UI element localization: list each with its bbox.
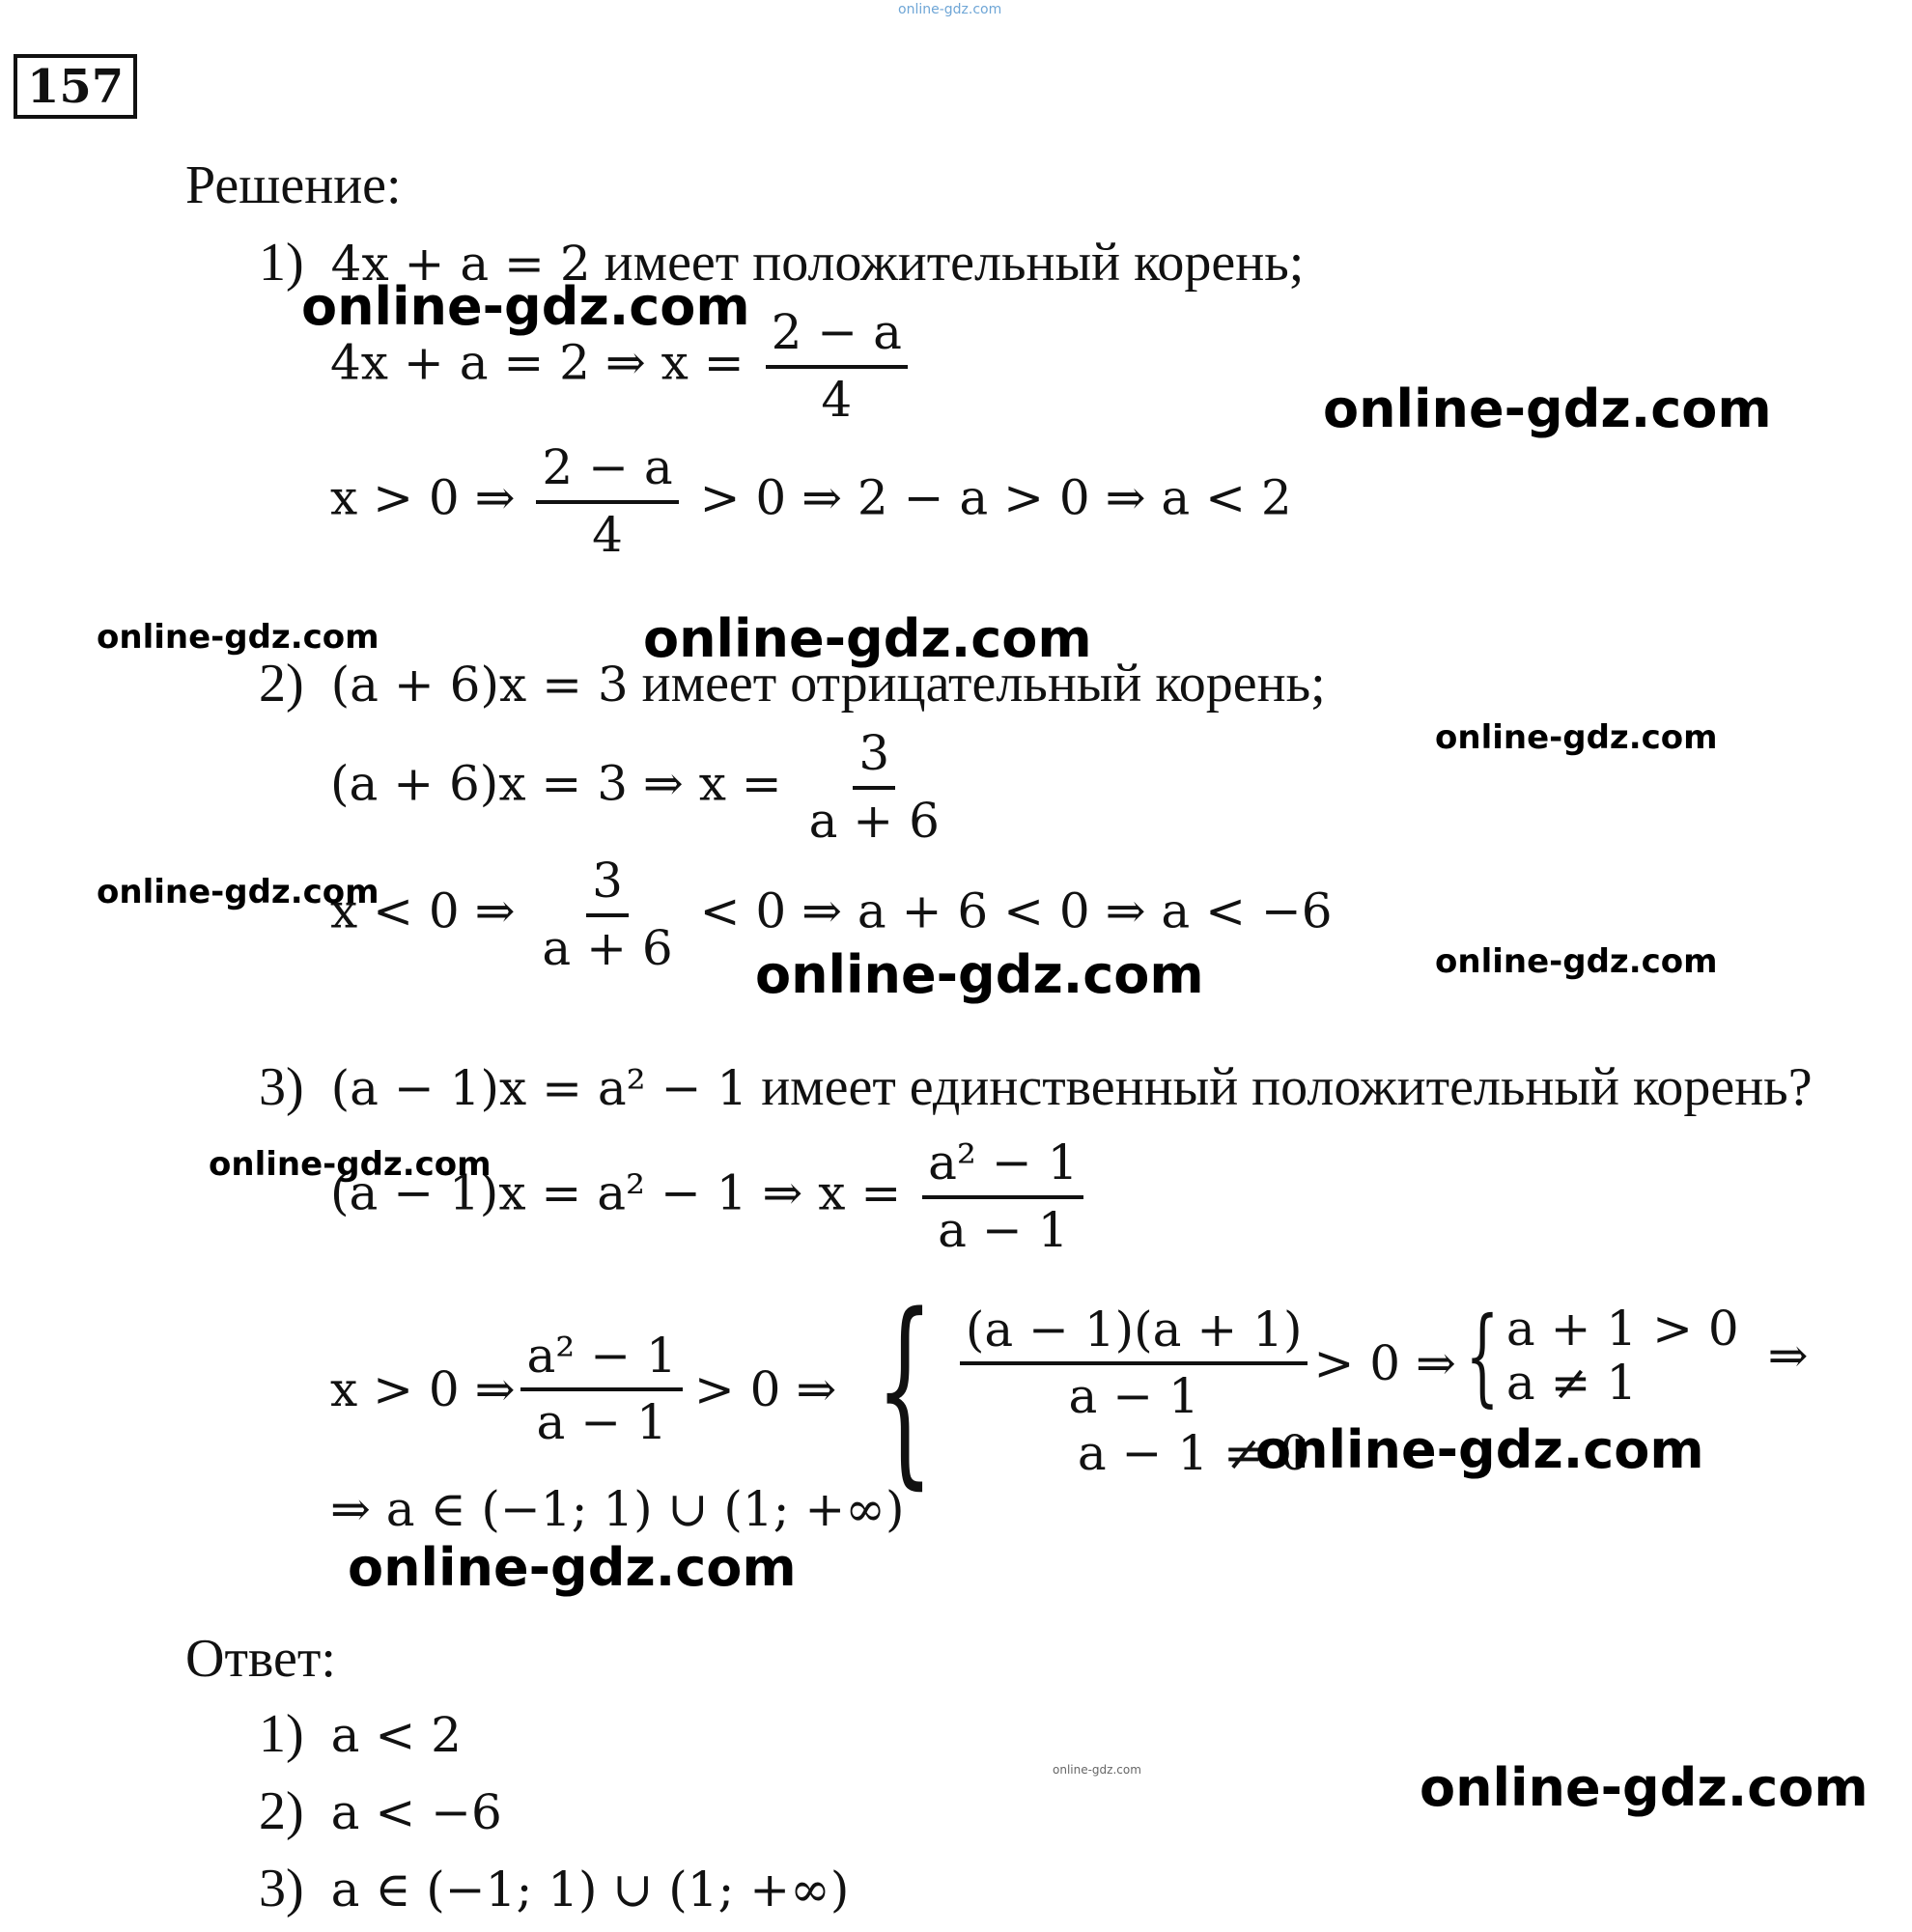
system1-row2: a − 1 ≠ 0 [1077, 1424, 1310, 1481]
part2-line1-denominator: a + 6 [808, 792, 940, 849]
part3-line2-left: x > 0 ⇒ [330, 1361, 516, 1417]
part3-heading [259, 1057, 1813, 1117]
part3-line2-fraction [520, 1329, 682, 1451]
part3-line1-left: (a − 1)x = a² − 1 ⇒ x = [330, 1164, 902, 1221]
watermark: online-gdz.com [301, 276, 750, 337]
part1-line1-denominator: 4 [821, 371, 853, 428]
part2-line2-denominator: a + 6 [542, 919, 673, 976]
answer-item [259, 1704, 462, 1764]
part1-text: имеет положительный корень; [604, 233, 1305, 293]
part1-equation: 4x + a = 2 [330, 236, 591, 292]
watermark: online-gdz.com [1255, 1419, 1704, 1480]
watermark-top: online-gdz.com [898, 2, 1002, 17]
watermark: online-gdz.com [1435, 942, 1718, 981]
watermark: online-gdz.com [1323, 378, 1772, 439]
answer-number: 1) [259, 1704, 304, 1764]
part2-line1-left: (a + 6)x = 3 ⇒ x = [330, 755, 782, 812]
watermark: online-gdz.com [97, 873, 380, 911]
system2-rows [1505, 1301, 1739, 1411]
part3-line1-fraction [922, 1135, 1083, 1258]
system1-row1 [954, 1302, 1456, 1425]
system2-brace: { [1465, 1294, 1500, 1417]
part2-text: имеет отрицательный корень; [641, 654, 1326, 714]
answer-label: Ответ: [185, 1629, 336, 1689]
watermark: online-gdz.com [643, 608, 1092, 669]
watermark: online-gdz.com [209, 1145, 492, 1184]
part1-line2-numerator: 2 − a [536, 440, 678, 504]
part3-line2-mid: > 0 ⇒ [693, 1361, 837, 1417]
part3-line1-denominator: a − 1 [938, 1201, 1069, 1258]
part3-line2-numerator: a² − 1 [520, 1329, 682, 1392]
answer-number: 2) [259, 1781, 304, 1841]
part3-line2-denominator: a − 1 [536, 1394, 667, 1450]
answer-value: a ∈ (−1; 1) ∪ (1; +∞) [330, 1862, 850, 1918]
system1-numerator: (a − 1)(a + 1) [960, 1302, 1308, 1366]
part1-line2-right: > 0 ⇒ 2 − a > 0 ⇒ a < 2 [699, 469, 1292, 526]
part1-line2-left: x > 0 ⇒ [330, 469, 516, 526]
answer-value: a < 2 [330, 1707, 462, 1763]
part2-line2-left: x < 0 ⇒ [330, 882, 516, 939]
part3-equation: (a − 1)x = a² − 1 [330, 1060, 748, 1116]
system1-fraction [960, 1302, 1308, 1425]
system1-denominator: a − 1 [1068, 1368, 1199, 1424]
part2-line2-numerator: 3 [586, 854, 629, 917]
part2-line2-right: < 0 ⇒ a + 6 < 0 ⇒ a < −6 [699, 882, 1333, 939]
part1-line1-fraction [766, 305, 908, 428]
watermark: online-gdz.com [1435, 718, 1718, 757]
part2-line1-numerator: 3 [853, 726, 895, 790]
part3-line1-numerator: a² − 1 [922, 1135, 1083, 1199]
watermark: online-gdz.com [755, 944, 1204, 1005]
answer-number: 3) [259, 1859, 304, 1918]
solution-label: Решение: [185, 155, 402, 215]
part1-line1-numerator: 2 − a [766, 305, 908, 369]
part1-line2-fraction [536, 440, 678, 563]
part1-line2-denominator: 4 [592, 506, 623, 563]
system2-row2: a ≠ 1 [1505, 1355, 1638, 1411]
system1-brace: { [875, 1271, 935, 1507]
answer-value: a < −6 [330, 1784, 502, 1840]
part2-line2-fraction [536, 854, 678, 976]
watermark: online-gdz.com [97, 618, 380, 657]
part1-number: 1) [259, 233, 304, 293]
part1-line2 [330, 440, 1292, 563]
part2-number: 2) [259, 654, 304, 714]
part3-line3: ⇒ a ∈ (−1; 1) ∪ (1; +∞) [330, 1481, 905, 1537]
part2-line1 [330, 726, 951, 849]
watermark: online-gdz.com [1053, 1763, 1141, 1777]
system2-row1: a + 1 > 0 [1505, 1301, 1739, 1357]
part1-line1-left: 4x + a = 2 ⇒ x = [330, 334, 745, 391]
part3-text: имеет единственный положительный корень? [761, 1057, 1813, 1117]
part2-equation: (a + 6)x = 3 [330, 657, 629, 713]
system2-right: ⇒ [1767, 1328, 1809, 1384]
answer-item [259, 1859, 850, 1918]
part2-line1-fraction [803, 726, 945, 849]
watermark: online-gdz.com [348, 1537, 797, 1598]
watermark: online-gdz.com [1420, 1757, 1869, 1818]
problem-number: 157 [14, 54, 137, 119]
part3-number: 3) [259, 1057, 304, 1117]
system2 [1448, 1294, 1809, 1417]
answer-item [259, 1781, 502, 1841]
system1-right: > 0 ⇒ [1313, 1335, 1456, 1391]
